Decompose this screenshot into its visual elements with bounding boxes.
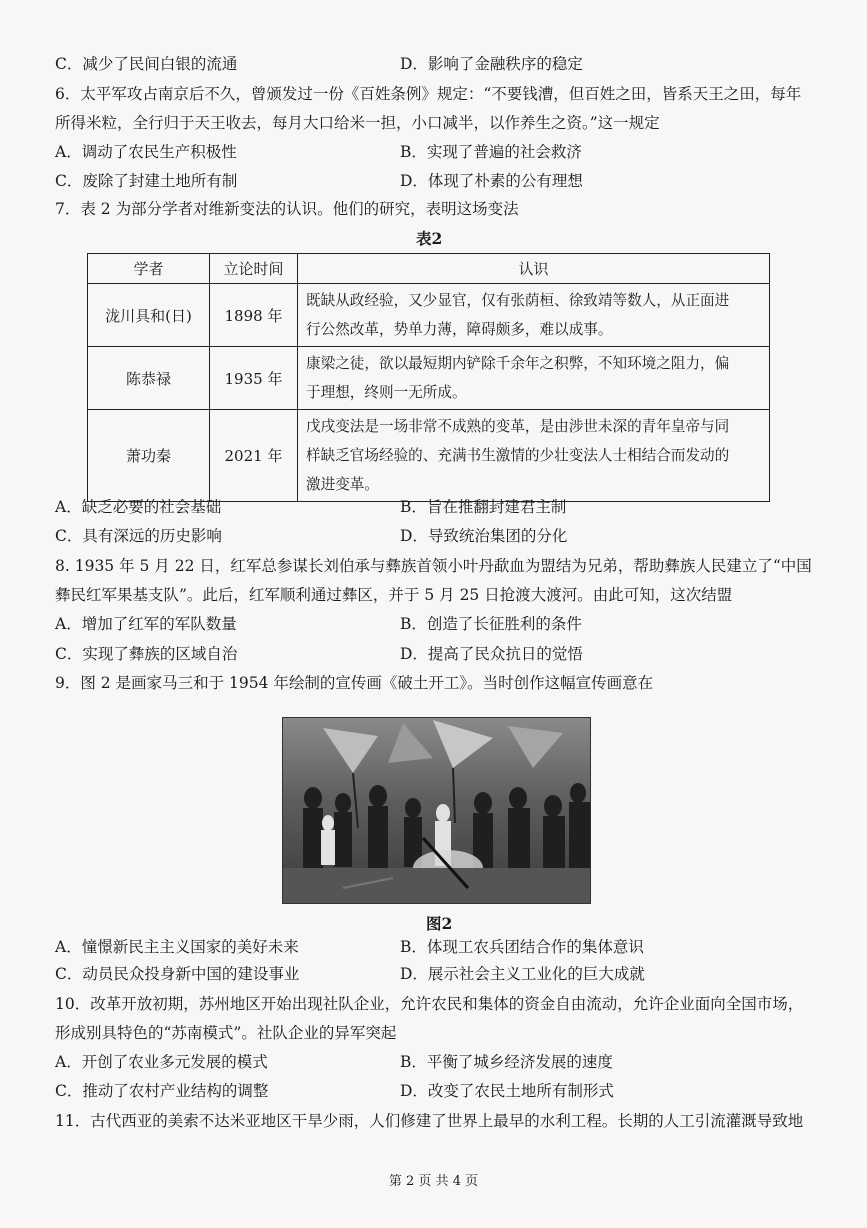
scholar-name: 泷川具和(日) xyxy=(88,284,210,347)
q10-stem-line2: 形成别具特色的“苏南模式”。社队企业的异军突起 xyxy=(55,1024,397,1042)
q6-stem-line2: 所得米粒，全行归于天王收去，每月大口给米一担，小口减半，以作养生之资。”这一规定 xyxy=(55,114,660,132)
q9-option-a: A．憧憬新民主主义国家的美好未来 xyxy=(55,938,299,956)
header-year: 立论时间 xyxy=(210,254,298,284)
scholar-name: 萧功秦 xyxy=(88,410,210,502)
painting-illustration xyxy=(283,718,590,903)
q7-option-d: D．导致统治集团的分化 xyxy=(400,527,568,545)
q6-option-c: C．废除了封建土地所有制 xyxy=(55,172,238,190)
scholar-view xyxy=(298,284,770,347)
scholar-year: 2021 年 xyxy=(210,410,298,502)
figure-caption: 图2 xyxy=(426,914,453,933)
q8-option-d: D．提高了民众抗日的觉悟 xyxy=(400,645,583,663)
q7-stem: 7．表 2 为部分学者对维新变法的认识。他们的研究，表明这场变法 xyxy=(55,200,519,218)
scholar-year: 1935 年 xyxy=(210,347,298,410)
page-footer: 第 2 页 共 4 页 xyxy=(388,1174,479,1189)
q11-stem-line1: 11．古代西亚的美索不达米亚地区干旱少雨，人们修建了世界上最早的水利工程。长期的人工引流灌溉导致地 xyxy=(55,1112,804,1130)
view-line: 戊戌变法是一场非常不成熟的变革，是由涉世未深的青年皇帝与同 xyxy=(306,418,730,435)
q5-option-d: D．影响了金融秩序的稳定 xyxy=(400,55,583,73)
q6-option-b: B．实现了普遍的社会救济 xyxy=(400,143,582,161)
q8-stem-line1: 8. 1935 年 5 月 22 日，红军总参谋长刘伯承与彝族首领小叶丹歃血为盟结为兄弟，帮助彝族人民建立了“中国 xyxy=(55,557,812,575)
view-line: 康梁之徒，欲以最短期内铲除千余年之积弊，不知环境之阻力，偏 xyxy=(306,355,730,372)
scholar-view xyxy=(298,347,770,410)
view-line: 既缺从政经验，又少显官，仅有张荫桓、徐致靖等数人，从正面进 xyxy=(306,292,730,309)
q7-option-b: B．旨在推翻封建君主制 xyxy=(400,498,567,516)
view-line: 激进变革。 xyxy=(306,476,379,493)
q8-stem-line2: 彝民红军果基支队”。此后，红军顺利通过彝区，并于 5 月 25 日抢渡大渡河。由此可知，这次结盟 xyxy=(55,586,733,604)
view-line: 行公然改革，势单力薄，障碍颇多，难以成事。 xyxy=(306,321,613,338)
q9-option-b: B．体现工农兵团结合作的集体意识 xyxy=(400,938,644,956)
view-line: 于理想，终则一无所成。 xyxy=(306,384,467,401)
q7-option-c: C．具有深远的历史影响 xyxy=(55,527,222,545)
propaganda-painting-image xyxy=(282,717,591,904)
q10-option-a: A．开创了农业多元发展的模式 xyxy=(55,1053,268,1071)
view-line: 样缺乏官场经验的、充满书生激情的少壮变法人士相结合而发动的 xyxy=(306,447,730,464)
q9-option-d: D．展示社会主义工业化的巨大成就 xyxy=(400,965,645,983)
q8-option-a: A．增加了红军的军队数量 xyxy=(55,615,237,633)
q10-option-b: B．平衡了城乡经济发展的速度 xyxy=(400,1053,613,1071)
q10-stem-line1: 10．改革开放初期，苏州地区开始出现社队企业，允许农民和集体的资金自由流动，允许企业面向全国市场， xyxy=(55,995,804,1013)
scholar-name: 陈恭禄 xyxy=(88,347,210,410)
q9-stem: 9．图 2 是画家马三和于 1954 年绘制的宣传画《破土开工》。当时创作这幅宣传画意在 xyxy=(55,674,654,692)
q10-option-d: D．改变了农民土地所有制形式 xyxy=(400,1082,614,1100)
q9-option-c: C．动员民众投身新中国的建设事业 xyxy=(55,965,300,983)
table-header-row xyxy=(88,254,770,284)
header-scholar: 学者 xyxy=(88,254,210,284)
header-view: 认识 xyxy=(298,254,770,284)
scholar-table xyxy=(87,253,770,502)
scholar-view xyxy=(298,410,770,502)
table-caption: 表2 xyxy=(416,229,443,248)
scholar-year: 1898 年 xyxy=(210,284,298,347)
q6-option-a: A．调动了农民生产积极性 xyxy=(55,143,237,161)
q8-option-c: C．实现了彝族的区域自治 xyxy=(55,645,238,663)
q10-option-c: C．推动了农村产业结构的调整 xyxy=(55,1082,269,1100)
q8-option-b: B．创造了长征胜利的条件 xyxy=(400,615,582,633)
q6-option-d: D．体现了朴素的公有理想 xyxy=(400,172,583,190)
table-row xyxy=(88,347,770,410)
table-row xyxy=(88,410,770,502)
q5-option-c: C．减少了民间白银的流通 xyxy=(55,55,238,73)
q6-stem-line1: 6．太平军攻占南京后不久，曾颁发过一份《百姓条例》规定：“不要钱漕，但百姓之田，皆系天王之田，每年 xyxy=(55,85,802,103)
table-row xyxy=(88,284,770,347)
q7-option-a: A．缺乏必要的社会基础 xyxy=(55,498,222,516)
